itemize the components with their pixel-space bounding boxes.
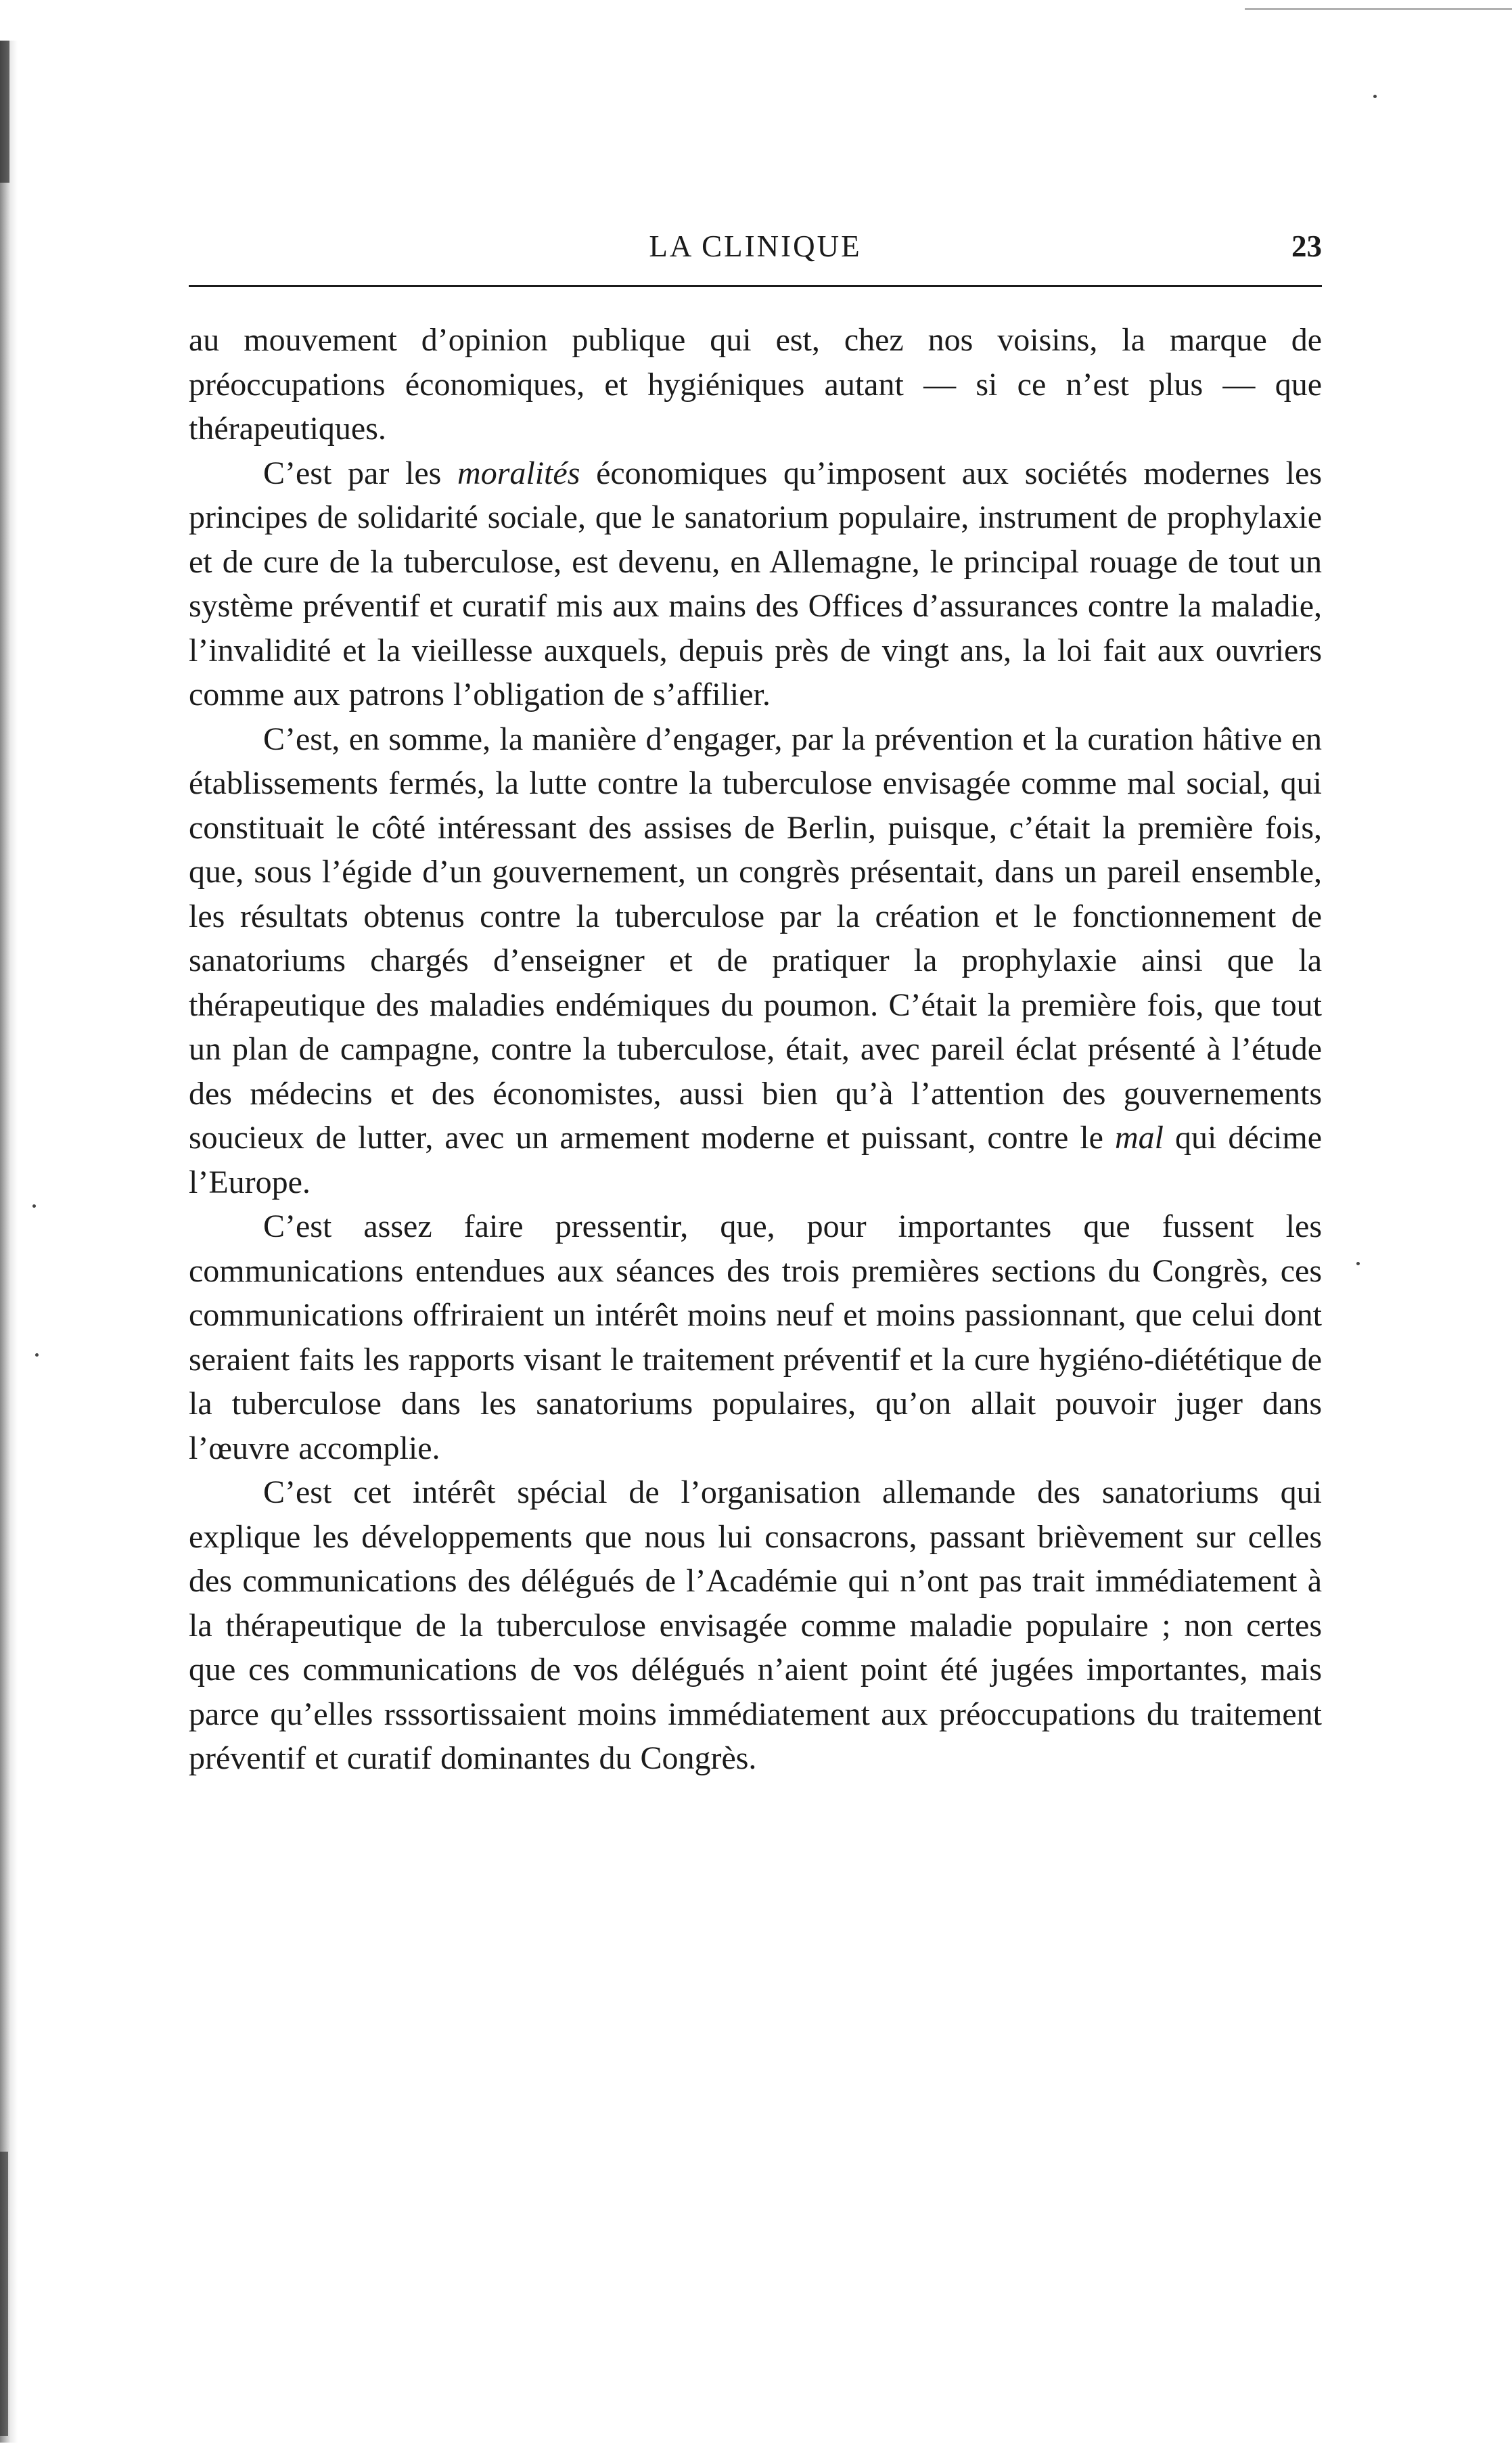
paragraph-2-text-after: économiques qu’imposent aux sociétés modernes les principes de solidarité sociale, que le sanatorium populaire, instrument de prophylaxie et de cure de la tuberculose, est devenu, en Allemagne, le principal rouage de tout un système préventif et curatif mis aux mains des Offices d’assurances contre la maladie, l’invalidité et la vieillesse auxquels, depuis près de vingt ans, la loi fait aux ouvriers comme aux patrons l’obligation de s’affilier. (189, 455, 1322, 712)
binding-edge-mark-top (0, 41, 9, 183)
paragraph-1-text: au mouvement d’opinion publique qui est, chez nos voisins, la marque de préoccupations économiques, et hygiéniques autant — si ce n’est plus — que thérapeutiques. (189, 322, 1322, 447)
top-edge-rule (1245, 8, 1512, 10)
binding-edge-shadow (0, 41, 18, 2443)
scan-speck (1373, 95, 1377, 98)
paragraph-4 (189, 1204, 1322, 1470)
paragraph-3-text-before: C’est, en somme, la manière d’engager, par la prévention et la curation hâtive en établissements fermés, la lutte contre la tuberculose envisagée comme mal social, qui constituait le côté intéressant des assises de Berlin, puisque, c’était la première fois, que, sous l’égide d’un gouvernement, un congrès présentait, dans un pareil ensemble, les résultats obtenus contre la tuberculose par la création et le fonctionnement de sanatoriums chargés d’enseigner et de pratiquer la prophylaxie ainsi que la thérapeutique des maladies endémiques du poumon. C’était la première fois, que tout un plan de campagne, contre la tuberculose, était, avec pareil éclat présenté à l’étude des médecins et des économistes, aussi bien qu’à l’attention des gouvernements soucieux de lutter, avec un armement moderne et puissant, contre le (189, 721, 1322, 1156)
page-number: 23 (1291, 229, 1322, 263)
binding-edge-mark-bottom (0, 2152, 8, 2436)
running-title: LA CLINIQUE (649, 229, 862, 263)
paragraph-4-text: C’est assez faire pressentir, que, pour importantes que fussent les communications entendues aux séances des trois premières sections du Congrès, ces communications offriraient un intérêt moins neuf et moins passionnant, que celui dont seraient faits les rapports visant le traitement préventif et la cure hygiéno-diététique de la tuberculose dans les sanatoriums populaires, qu’on allait pouvoir juger dans l’œuvre accomplie. (189, 1208, 1322, 1466)
body-text (189, 318, 1322, 1781)
paragraph-2-text-before: C’est par les (263, 455, 458, 491)
header-rule (189, 285, 1322, 287)
paragraph-2-emphasis: moralités (457, 455, 580, 491)
paragraph-2 (189, 451, 1322, 717)
scan-speck (35, 1353, 39, 1357)
paragraph-3 (189, 717, 1322, 1205)
paragraph-3-text-after: qui décime l’Europe. (189, 1120, 1322, 1200)
scan-speck (32, 1204, 36, 1208)
paragraph-3-emphasis: mal (1115, 1120, 1164, 1156)
paragraph-1 (189, 318, 1322, 451)
page-header (189, 225, 1322, 267)
paragraph-5 (189, 1470, 1322, 1781)
paragraph-5-text: C’est cet intérêt spécial de l’organisation allemande des sanatoriums qui explique les développements que nous lui consacrons, passant brièvement sur celles des communications des délégués de l’Académie qui n’ont pas trait immédiatement à la thérapeutique de la tuberculose envisagée comme maladie populaire ; non certes que ces communications de vos délégués n’aient point été jugées importantes, mais parce qu’elles rsssortissaient moins immédiatement aux préoccupations du traitement préventif et curatif dominantes du Congrès. (189, 1474, 1322, 1776)
scan-speck (1356, 1262, 1360, 1265)
